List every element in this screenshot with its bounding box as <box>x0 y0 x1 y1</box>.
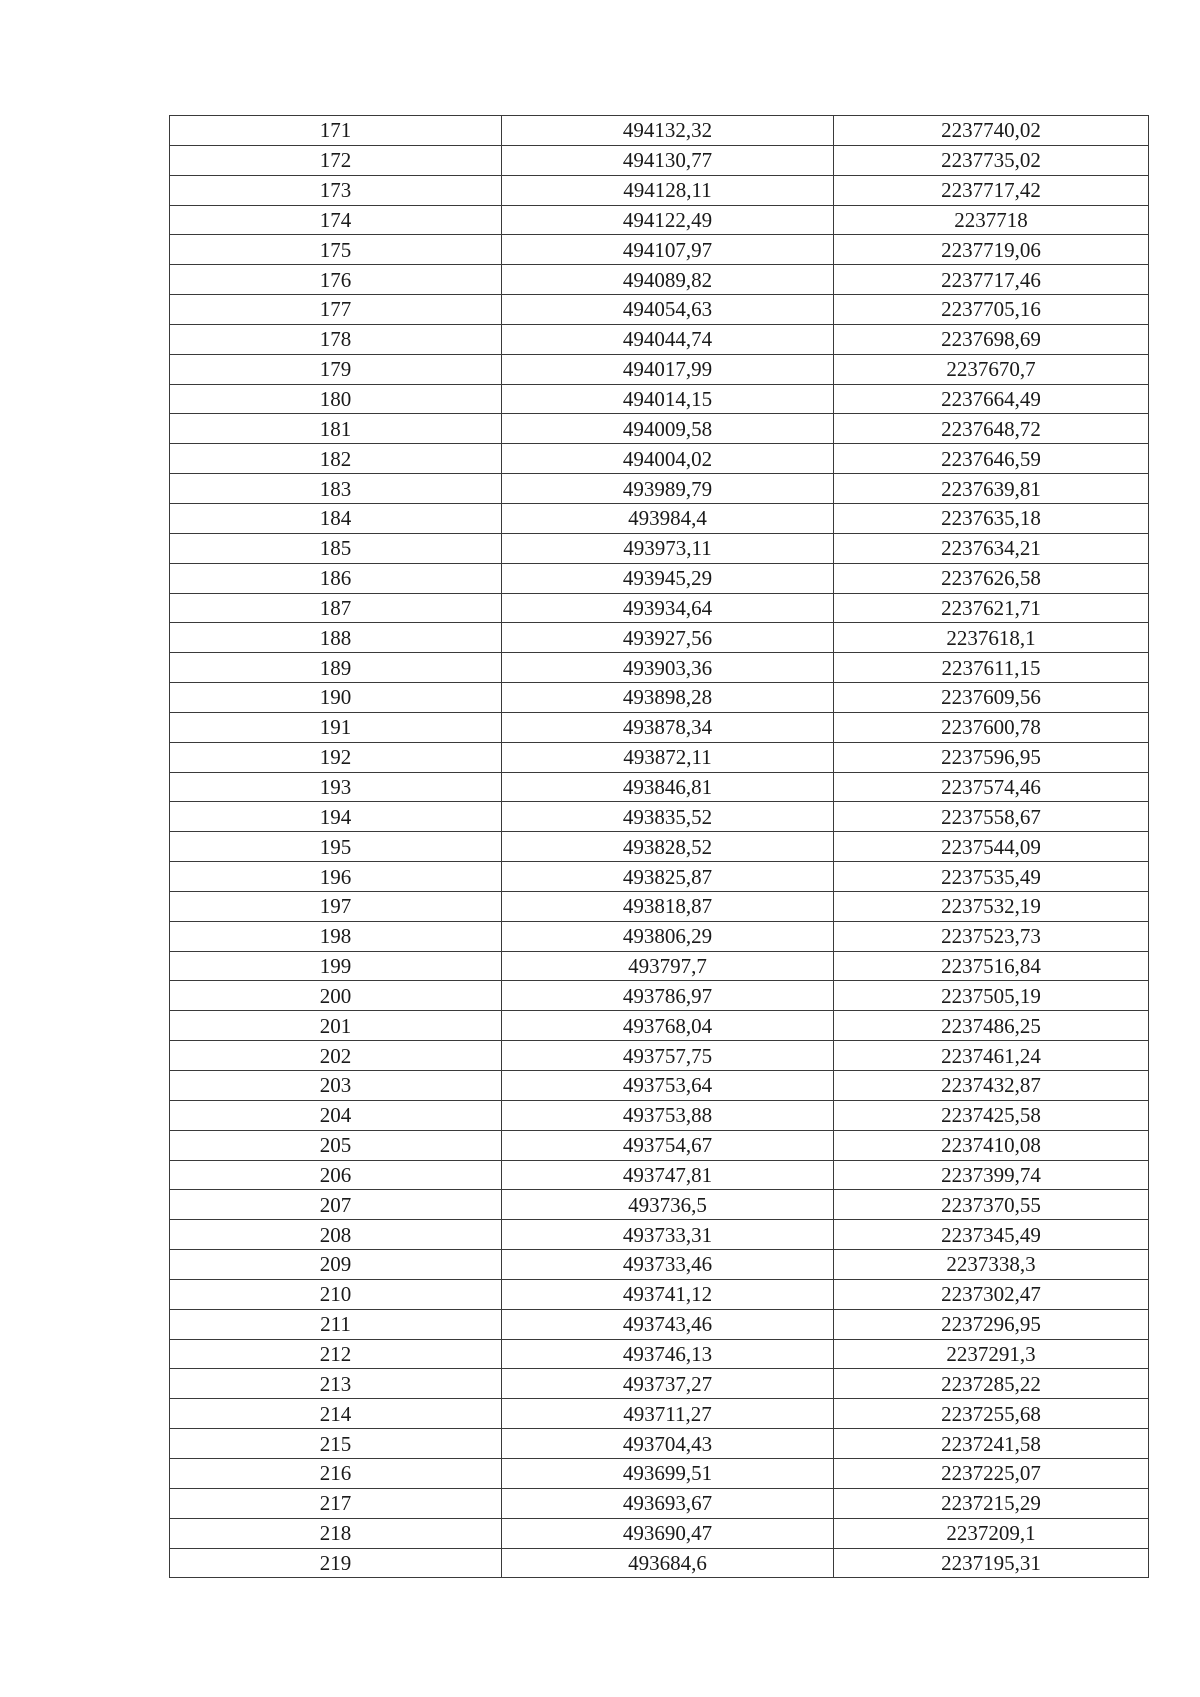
table-row <box>170 593 1149 623</box>
y-coordinate-cell: 2237639,81 <box>834 474 1149 504</box>
y-coordinate-cell: 2237670,7 <box>834 354 1149 384</box>
coordinates-table <box>169 115 1149 1578</box>
point-number-cell: 197 <box>170 891 502 921</box>
table-row <box>170 1041 1149 1071</box>
y-coordinate-cell: 2237338,3 <box>834 1250 1149 1280</box>
table-row <box>170 563 1149 593</box>
table-row <box>170 503 1149 533</box>
point-number-cell: 198 <box>170 921 502 951</box>
x-coordinate-cell: 494004,02 <box>502 444 834 474</box>
y-coordinate-cell: 2237410,08 <box>834 1130 1149 1160</box>
table-row <box>170 772 1149 802</box>
x-coordinate-cell: 493684,6 <box>502 1548 834 1578</box>
table-row <box>170 1250 1149 1280</box>
y-coordinate-cell: 2237296,95 <box>834 1309 1149 1339</box>
x-coordinate-cell: 493872,11 <box>502 742 834 772</box>
y-coordinate-cell: 2237558,67 <box>834 802 1149 832</box>
point-number-cell: 174 <box>170 205 502 235</box>
x-coordinate-cell: 493835,52 <box>502 802 834 832</box>
x-coordinate-cell: 493747,81 <box>502 1160 834 1190</box>
x-coordinate-cell: 493704,43 <box>502 1429 834 1459</box>
x-coordinate-cell: 494089,82 <box>502 265 834 295</box>
point-number-cell: 208 <box>170 1220 502 1250</box>
x-coordinate-cell: 493825,87 <box>502 862 834 892</box>
y-coordinate-cell: 2237523,73 <box>834 921 1149 951</box>
coordinates-table-body <box>170 116 1149 1578</box>
table-row <box>170 414 1149 444</box>
point-number-cell: 201 <box>170 1011 502 1041</box>
y-coordinate-cell: 2237461,24 <box>834 1041 1149 1071</box>
x-coordinate-cell: 493878,34 <box>502 712 834 742</box>
x-coordinate-cell: 493743,46 <box>502 1309 834 1339</box>
x-coordinate-cell: 493927,56 <box>502 623 834 653</box>
point-number-cell: 185 <box>170 533 502 563</box>
point-number-cell: 176 <box>170 265 502 295</box>
x-coordinate-cell: 493934,64 <box>502 593 834 623</box>
point-number-cell: 216 <box>170 1458 502 1488</box>
y-coordinate-cell: 2237574,46 <box>834 772 1149 802</box>
table-row <box>170 623 1149 653</box>
x-coordinate-cell: 493973,11 <box>502 533 834 563</box>
table-row <box>170 1458 1149 1488</box>
y-coordinate-cell: 2237634,21 <box>834 533 1149 563</box>
table-row <box>170 1220 1149 1250</box>
table-row <box>170 712 1149 742</box>
point-number-cell: 193 <box>170 772 502 802</box>
y-coordinate-cell: 2237195,31 <box>834 1548 1149 1578</box>
x-coordinate-cell: 493786,97 <box>502 981 834 1011</box>
point-number-cell: 186 <box>170 563 502 593</box>
x-coordinate-cell: 493828,52 <box>502 832 834 862</box>
x-coordinate-cell: 493753,88 <box>502 1100 834 1130</box>
x-coordinate-cell: 493736,5 <box>502 1190 834 1220</box>
x-coordinate-cell: 493693,67 <box>502 1488 834 1518</box>
table-row <box>170 116 1149 146</box>
table-row <box>170 1190 1149 1220</box>
y-coordinate-cell: 2237532,19 <box>834 891 1149 921</box>
y-coordinate-cell: 2237609,56 <box>834 683 1149 713</box>
y-coordinate-cell: 2237225,07 <box>834 1458 1149 1488</box>
y-coordinate-cell: 2237505,19 <box>834 981 1149 1011</box>
table-row <box>170 175 1149 205</box>
table-row <box>170 832 1149 862</box>
table-row <box>170 862 1149 892</box>
point-number-cell: 194 <box>170 802 502 832</box>
table-row <box>170 1011 1149 1041</box>
y-coordinate-cell: 2237370,55 <box>834 1190 1149 1220</box>
y-coordinate-cell: 2237698,69 <box>834 324 1149 354</box>
point-number-cell: 213 <box>170 1369 502 1399</box>
table-row <box>170 235 1149 265</box>
point-number-cell: 183 <box>170 474 502 504</box>
table-row <box>170 1399 1149 1429</box>
table-row <box>170 324 1149 354</box>
x-coordinate-cell: 493757,75 <box>502 1041 834 1071</box>
y-coordinate-cell: 2237719,06 <box>834 235 1149 265</box>
point-number-cell: 202 <box>170 1041 502 1071</box>
x-coordinate-cell: 494122,49 <box>502 205 834 235</box>
y-coordinate-cell: 2237648,72 <box>834 414 1149 444</box>
y-coordinate-cell: 2237535,49 <box>834 862 1149 892</box>
point-number-cell: 182 <box>170 444 502 474</box>
table-row <box>170 533 1149 563</box>
x-coordinate-cell: 493754,67 <box>502 1130 834 1160</box>
y-coordinate-cell: 2237399,74 <box>834 1160 1149 1190</box>
table-row <box>170 1279 1149 1309</box>
point-number-cell: 179 <box>170 354 502 384</box>
table-row <box>170 1369 1149 1399</box>
table-row <box>170 742 1149 772</box>
x-coordinate-cell: 494009,58 <box>502 414 834 444</box>
point-number-cell: 215 <box>170 1429 502 1459</box>
table-row <box>170 1130 1149 1160</box>
x-coordinate-cell: 493945,29 <box>502 563 834 593</box>
x-coordinate-cell: 493898,28 <box>502 683 834 713</box>
point-number-cell: 187 <box>170 593 502 623</box>
y-coordinate-cell: 2237302,47 <box>834 1279 1149 1309</box>
table-row <box>170 921 1149 951</box>
point-number-cell: 200 <box>170 981 502 1011</box>
point-number-cell: 188 <box>170 623 502 653</box>
point-number-cell: 184 <box>170 503 502 533</box>
point-number-cell: 214 <box>170 1399 502 1429</box>
y-coordinate-cell: 2237717,42 <box>834 175 1149 205</box>
y-coordinate-cell: 2237291,3 <box>834 1339 1149 1369</box>
y-coordinate-cell: 2237345,49 <box>834 1220 1149 1250</box>
x-coordinate-cell: 494132,32 <box>502 116 834 146</box>
point-number-cell: 196 <box>170 862 502 892</box>
table-row <box>170 981 1149 1011</box>
y-coordinate-cell: 2237635,18 <box>834 503 1149 533</box>
y-coordinate-cell: 2237740,02 <box>834 116 1149 146</box>
point-number-cell: 175 <box>170 235 502 265</box>
x-coordinate-cell: 493797,7 <box>502 951 834 981</box>
point-number-cell: 172 <box>170 145 502 175</box>
x-coordinate-cell: 493846,81 <box>502 772 834 802</box>
point-number-cell: 195 <box>170 832 502 862</box>
y-coordinate-cell: 2237718 <box>834 205 1149 235</box>
y-coordinate-cell: 2237209,1 <box>834 1518 1149 1548</box>
table-row <box>170 1071 1149 1101</box>
table-row <box>170 145 1149 175</box>
x-coordinate-cell: 494017,99 <box>502 354 834 384</box>
x-coordinate-cell: 493903,36 <box>502 653 834 683</box>
x-coordinate-cell: 494054,63 <box>502 295 834 325</box>
x-coordinate-cell: 494130,77 <box>502 145 834 175</box>
x-coordinate-cell: 493753,64 <box>502 1071 834 1101</box>
x-coordinate-cell: 493746,13 <box>502 1339 834 1369</box>
x-coordinate-cell: 493733,31 <box>502 1220 834 1250</box>
table-row <box>170 683 1149 713</box>
y-coordinate-cell: 2237600,78 <box>834 712 1149 742</box>
x-coordinate-cell: 493737,27 <box>502 1369 834 1399</box>
table-row <box>170 1339 1149 1369</box>
table-row <box>170 1100 1149 1130</box>
x-coordinate-cell: 493818,87 <box>502 891 834 921</box>
y-coordinate-cell: 2237425,58 <box>834 1100 1149 1130</box>
point-number-cell: 211 <box>170 1309 502 1339</box>
y-coordinate-cell: 2237432,87 <box>834 1071 1149 1101</box>
point-number-cell: 210 <box>170 1279 502 1309</box>
point-number-cell: 205 <box>170 1130 502 1160</box>
point-number-cell: 209 <box>170 1250 502 1280</box>
point-number-cell: 191 <box>170 712 502 742</box>
table-row <box>170 1488 1149 1518</box>
point-number-cell: 180 <box>170 384 502 414</box>
y-coordinate-cell: 2237621,71 <box>834 593 1149 623</box>
x-coordinate-cell: 494014,15 <box>502 384 834 414</box>
x-coordinate-cell: 494044,74 <box>502 324 834 354</box>
table-row <box>170 444 1149 474</box>
table-row <box>170 205 1149 235</box>
table-row <box>170 295 1149 325</box>
point-number-cell: 181 <box>170 414 502 444</box>
y-coordinate-cell: 2237255,68 <box>834 1399 1149 1429</box>
table-row <box>170 1309 1149 1339</box>
point-number-cell: 177 <box>170 295 502 325</box>
x-coordinate-cell: 493733,46 <box>502 1250 834 1280</box>
point-number-cell: 218 <box>170 1518 502 1548</box>
point-number-cell: 204 <box>170 1100 502 1130</box>
point-number-cell: 206 <box>170 1160 502 1190</box>
y-coordinate-cell: 2237611,15 <box>834 653 1149 683</box>
point-number-cell: 173 <box>170 175 502 205</box>
y-coordinate-cell: 2237626,58 <box>834 563 1149 593</box>
table-row <box>170 653 1149 683</box>
y-coordinate-cell: 2237646,59 <box>834 444 1149 474</box>
table-row <box>170 951 1149 981</box>
table-row <box>170 891 1149 921</box>
x-coordinate-cell: 493806,29 <box>502 921 834 951</box>
table-row <box>170 1518 1149 1548</box>
y-coordinate-cell: 2237717,46 <box>834 265 1149 295</box>
table-row <box>170 474 1149 504</box>
x-coordinate-cell: 493984,4 <box>502 503 834 533</box>
point-number-cell: 189 <box>170 653 502 683</box>
table-row <box>170 1548 1149 1578</box>
y-coordinate-cell: 2237486,25 <box>834 1011 1149 1041</box>
x-coordinate-cell: 494128,11 <box>502 175 834 205</box>
point-number-cell: 207 <box>170 1190 502 1220</box>
point-number-cell: 217 <box>170 1488 502 1518</box>
table-row <box>170 1160 1149 1190</box>
x-coordinate-cell: 494107,97 <box>502 235 834 265</box>
y-coordinate-cell: 2237215,29 <box>834 1488 1149 1518</box>
y-coordinate-cell: 2237705,16 <box>834 295 1149 325</box>
y-coordinate-cell: 2237596,95 <box>834 742 1149 772</box>
y-coordinate-cell: 2237735,02 <box>834 145 1149 175</box>
table-row <box>170 265 1149 295</box>
point-number-cell: 199 <box>170 951 502 981</box>
point-number-cell: 212 <box>170 1339 502 1369</box>
y-coordinate-cell: 2237664,49 <box>834 384 1149 414</box>
y-coordinate-cell: 2237241,58 <box>834 1429 1149 1459</box>
table-row <box>170 802 1149 832</box>
point-number-cell: 219 <box>170 1548 502 1578</box>
x-coordinate-cell: 493768,04 <box>502 1011 834 1041</box>
x-coordinate-cell: 493711,27 <box>502 1399 834 1429</box>
table-row <box>170 384 1149 414</box>
point-number-cell: 192 <box>170 742 502 772</box>
point-number-cell: 171 <box>170 116 502 146</box>
point-number-cell: 178 <box>170 324 502 354</box>
y-coordinate-cell: 2237516,84 <box>834 951 1149 981</box>
x-coordinate-cell: 493989,79 <box>502 474 834 504</box>
point-number-cell: 203 <box>170 1071 502 1101</box>
y-coordinate-cell: 2237285,22 <box>834 1369 1149 1399</box>
x-coordinate-cell: 493741,12 <box>502 1279 834 1309</box>
x-coordinate-cell: 493690,47 <box>502 1518 834 1548</box>
table-row <box>170 1429 1149 1459</box>
y-coordinate-cell: 2237544,09 <box>834 832 1149 862</box>
y-coordinate-cell: 2237618,1 <box>834 623 1149 653</box>
point-number-cell: 190 <box>170 683 502 713</box>
table-row <box>170 354 1149 384</box>
x-coordinate-cell: 493699,51 <box>502 1458 834 1488</box>
